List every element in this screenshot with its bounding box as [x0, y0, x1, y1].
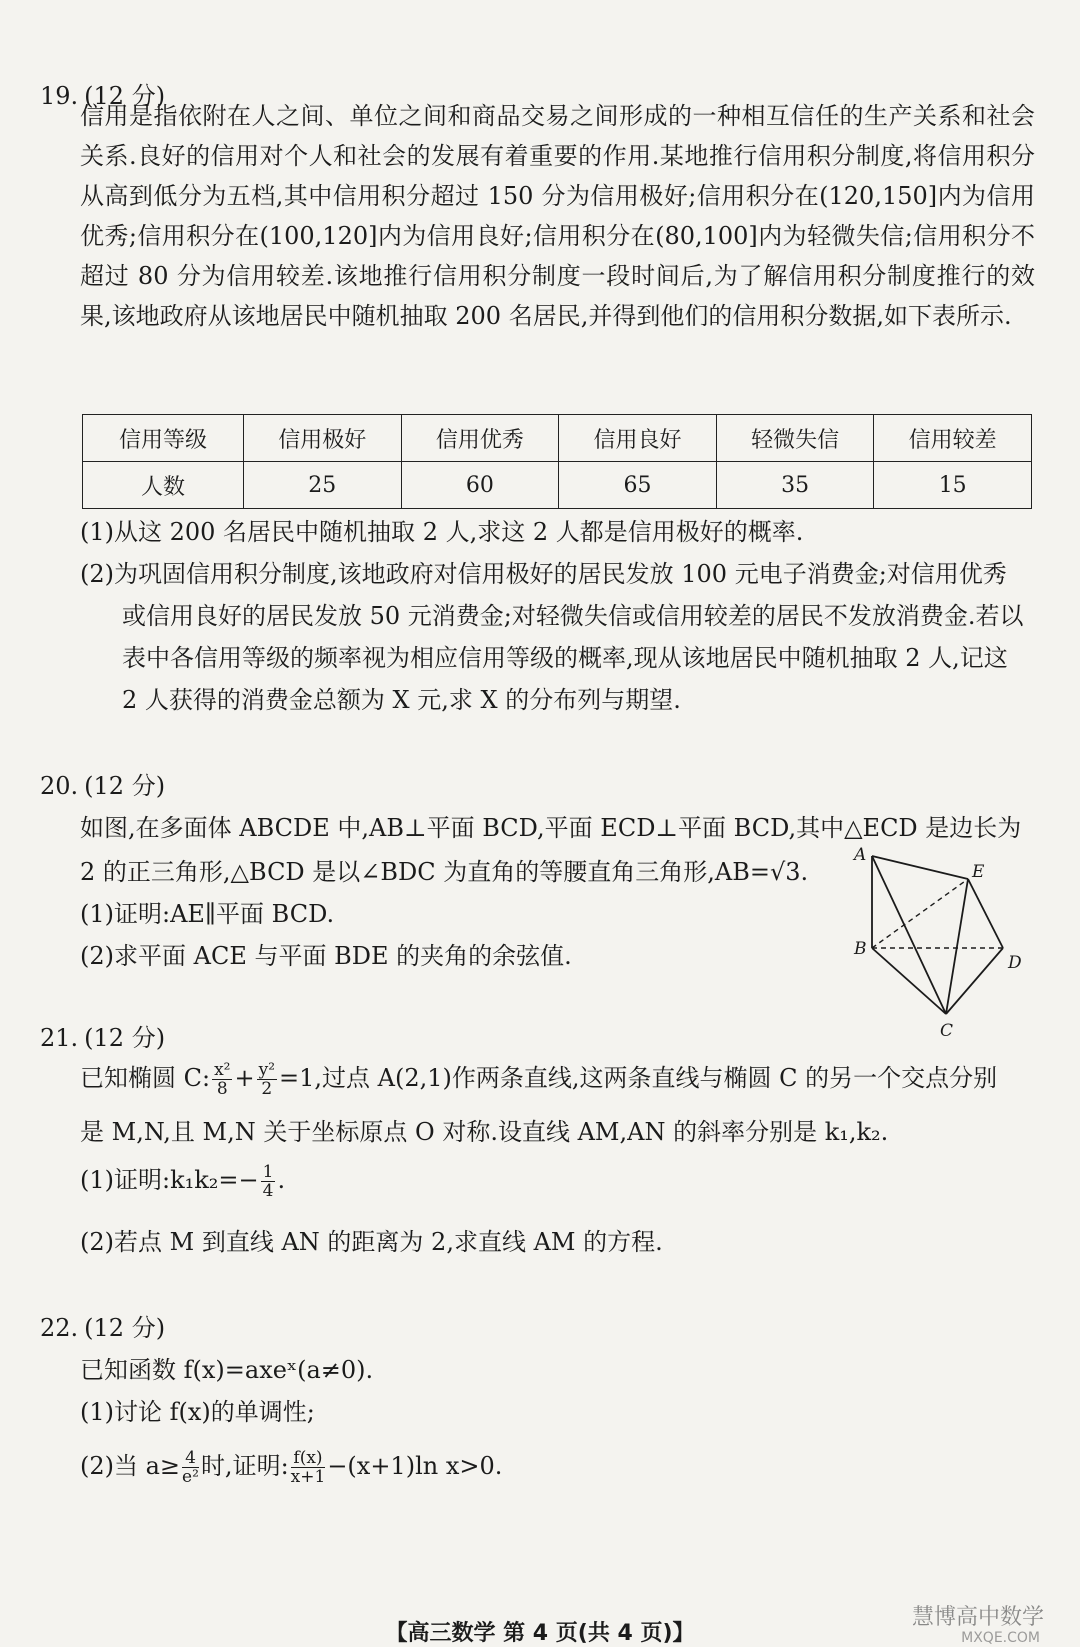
q19-part2-line4: 2 人获得的消费金总额为 X 元,求 X 的分布列与期望. [122, 686, 681, 714]
edge-ae [872, 856, 968, 879]
q21-part1-pre: (1)证明:k₁k₂=− [80, 1166, 259, 1194]
q20-part1: (1)证明:AE∥平面 BCD. [80, 900, 335, 928]
fraction [212, 1061, 232, 1098]
table-cell: 信用良好 [559, 415, 717, 462]
q22-part2-post: −(x+1)ln x>0. [327, 1452, 503, 1480]
watermark-site: MXQE.COM [961, 1630, 1040, 1646]
table-cell: 信用较差 [874, 415, 1032, 462]
fraction [291, 1449, 326, 1486]
edge-ed [968, 879, 1003, 948]
table-row [83, 462, 1032, 509]
table-cell: 信用等级 [83, 415, 244, 462]
q20-points: (12 分) [84, 772, 166, 800]
q20-part2: (2)求平面 ACE 与平面 BDE 的夹角的余弦值. [80, 942, 572, 970]
q21-line2: 是 M,N,且 M,N 关于坐标原点 O 对称.设直线 AM,AN 的斜率分别是 k₁,k₂. [80, 1118, 889, 1146]
edge-ac [872, 856, 946, 1014]
q20-number: 20. [40, 772, 79, 800]
label-d: D [1008, 953, 1022, 973]
q22-number: 22. [40, 1314, 79, 1342]
q22-header [40, 1308, 165, 1343]
table-header-row [83, 415, 1032, 462]
frac-denominator: 4 [262, 1181, 274, 1201]
q20-header [40, 766, 165, 801]
fraction [261, 1163, 276, 1200]
q21-number: 21. [40, 1024, 79, 1052]
q19-part2-line2: 或信用良好的居民发放 50 元消费金;对轻微失信或信用较差的居民不发放消费金.若以 [122, 602, 1024, 630]
frac-denominator: x+1 [290, 1467, 326, 1487]
q21-line1 [80, 1058, 997, 1098]
fraction [257, 1061, 277, 1098]
q22-part2 [80, 1446, 502, 1486]
q22-part1: (1)讨论 f(x)的单调性; [80, 1398, 315, 1426]
q22-line1: 已知函数 f(x)=axeˣ(a≠0). [80, 1356, 374, 1384]
q19-points: (12 分) [84, 82, 166, 110]
q20-line2: 2 的正三角形,△BCD 是以∠BDC 为直角的等腰直角三角形,AB=√3. [80, 858, 809, 886]
frac-numerator: 1 [262, 1162, 274, 1182]
table-cell: 信用优秀 [401, 415, 559, 462]
watermark: 慧博高中数学 [911, 1605, 1044, 1630]
edge-bc [872, 948, 946, 1014]
q21-part1 [80, 1160, 285, 1200]
table-cell: 25 [244, 462, 402, 509]
label-e: E [972, 862, 985, 882]
credit-table [82, 414, 1032, 509]
q20-line1: 如图,在多面体 ABCDE 中,AB⊥平面 BCD,平面 ECD⊥平面 BCD,其中△ECD 是边长为 [80, 814, 1022, 842]
frac-denominator: 2 [261, 1079, 273, 1099]
polyhedron-figure [850, 844, 1050, 1044]
table-cell: 15 [874, 462, 1032, 509]
q22-part2-mid: 时,证明: [200, 1452, 289, 1480]
q21-header [40, 1018, 165, 1053]
frac-denominator: e² [182, 1467, 199, 1487]
q19-intro: 信用是指依附在人之间、单位之间和商品交易之间形成的一种相互信任的生产关系和社会关系.良好的信用对个人和社会的发展有着重要的作用.某地推行信用积分制度,将信用积分从高到低分为五档,其中信用积分超过 150 分为信用极好;信用积分在(120,150]内为信用优秀;信用积分在(100,120]内为信用良好;信用积分在(80,100]内为轻微失信;信用积分不超过 80 分为信用较差.该地推行信用积分制度一段时间后,为了解信用积分制度推行的效果,该地政府从该地居民中随机抽取 200 名居民,并得到他们的信用积分数据,如下表所示. [80, 102, 1035, 330]
q22-part2-pre: (2)当 a≥ [80, 1452, 181, 1480]
q19-number: 19. [40, 82, 79, 110]
q19-part2-line3: 表中各信用等级的频率视为相应信用等级的概率,现从该地居民中随机抽取 2 人,记这 [122, 644, 1008, 672]
label-c: C [940, 1021, 954, 1041]
frac-numerator: x² [214, 1060, 231, 1080]
plus-sign: + [234, 1064, 255, 1092]
frac-denominator: 8 [216, 1079, 228, 1099]
edge-ec [946, 879, 968, 1014]
fraction [182, 1449, 199, 1486]
q21-line1-pre: 已知椭圆 C: [80, 1064, 211, 1092]
page-footer: 【高三数学 第 4 页(共 4 页)】 [385, 1621, 695, 1646]
table-cell: 60 [401, 462, 559, 509]
table-cell: 轻微失信 [716, 415, 874, 462]
q19-part2-line1: (2)为巩固信用积分制度,该地政府对信用极好的居民发放 100 元电子消费金;对信用优秀 [80, 560, 1007, 588]
table-cell: 人数 [83, 462, 244, 509]
label-b: B [854, 939, 867, 959]
q19-part1: (1)从这 200 名居民中随机抽取 2 人,求这 2 人都是信用极好的概率. [80, 518, 804, 546]
q21-part1-post: . [277, 1166, 286, 1194]
q21-points: (12 分) [84, 1024, 166, 1052]
q21-part2: (2)若点 M 到直线 AN 的距离为 2,求直线 AM 的方程. [80, 1228, 663, 1256]
q21-line1-post: =1,过点 A(2,1)作两条直线,这两条直线与椭圆 C 的另一个交点分别 [279, 1064, 998, 1092]
frac-numerator: 4 [182, 1449, 199, 1468]
table-cell: 信用极好 [244, 415, 402, 462]
label-a: A [854, 845, 867, 865]
edge-be-hidden [872, 879, 968, 948]
frac-numerator: y² [258, 1060, 276, 1080]
table-cell: 65 [559, 462, 717, 509]
frac-numerator: f(x) [291, 1449, 326, 1468]
table-cell: 35 [716, 462, 874, 509]
q22-points: (12 分) [84, 1314, 166, 1342]
